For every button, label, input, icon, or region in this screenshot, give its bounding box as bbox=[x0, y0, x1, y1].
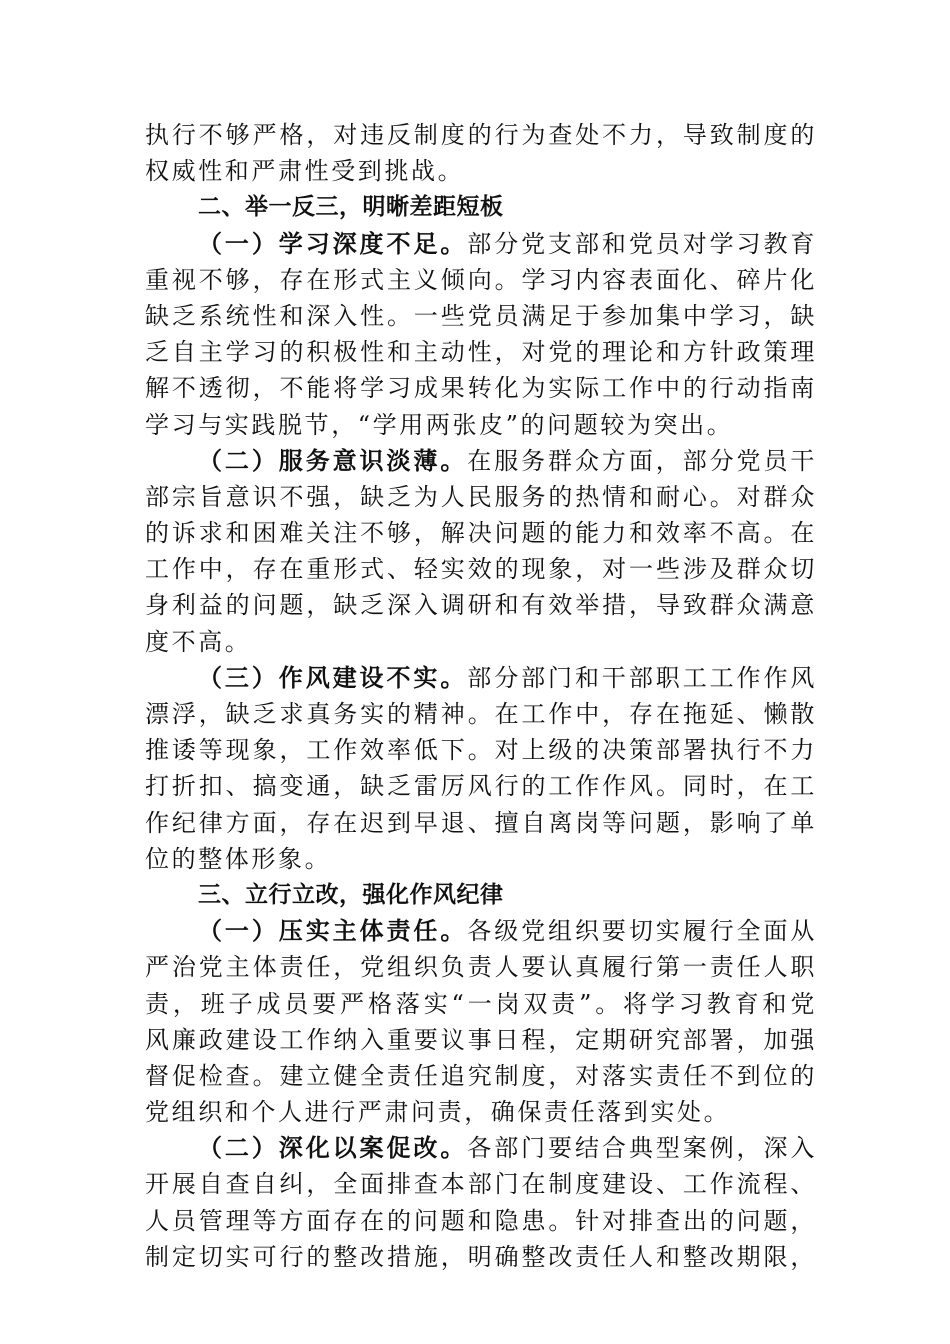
text-line: 打折扣、搞变通，缺乏雷厉风行的工作作风。同时，在工 bbox=[145, 772, 817, 801]
text-line: 度不高。 bbox=[145, 627, 252, 656]
paragraph-lead: （一）压实主体责任。 bbox=[198, 916, 468, 946]
text-line: 严治党主体责任，党组织负责人要认真履行第一责任人职 bbox=[145, 953, 817, 982]
paragraph-start bbox=[145, 443, 817, 479]
text-line: 风廉政建设工作纳入重要议事日程，定期研究部署，加强 bbox=[145, 1025, 817, 1054]
paragraph-text: 在服务群众方面，部分党员干 bbox=[467, 446, 818, 475]
paragraph-lead: （二）服务意识淡薄。 bbox=[198, 445, 468, 475]
section-heading: 三、立行立改，强化作风纪律 bbox=[198, 881, 504, 908]
text-line: 推诿等现象，工作效率低下。对上级的决策部署执行不力 bbox=[145, 736, 817, 765]
paragraph-start bbox=[145, 913, 817, 949]
paragraph-start bbox=[145, 226, 817, 262]
text-line: 执行不够严格，对违反制度的行为查处不力，导致制度的 bbox=[145, 121, 817, 149]
text-line: 人员管理等方面存在的问题和隐患。针对排查出的问题， bbox=[145, 1206, 817, 1235]
paragraph-text: 各部门要结合典型案例，深入 bbox=[467, 1134, 818, 1163]
text-line: 工作中，存在重形式、轻实效的现象，对一些涉及群众切 bbox=[145, 555, 817, 584]
text-line: 开展自查自纠，全面排查本部门在制度建设、工作流程、 bbox=[145, 1170, 817, 1199]
document-page bbox=[145, 117, 817, 1275]
paragraph-lead: （一）学习深度不足。 bbox=[198, 228, 468, 258]
text-line: 责，班子成员要严格落实“一岗双责”。将学习教育和党 bbox=[145, 989, 817, 1018]
text-line: 督促检查。建立健全责任追究制度，对落实责任不到位的 bbox=[145, 1061, 817, 1090]
text-line: 缺乏系统性和深入性。一些党员满足于参加集中学习，缺 bbox=[145, 301, 817, 330]
text-line: 解不透彻，不能将学习成果转化为实际工作中的行动指南 bbox=[145, 374, 817, 403]
paragraph-lead: （二）深化以案促改。 bbox=[198, 1133, 468, 1163]
text-line: 制定切实可行的整改措施，明确整改责任人和整改期限， bbox=[145, 1242, 817, 1271]
section-heading: 二、举一反三，明晰差距短板 bbox=[198, 194, 504, 221]
text-line: 作纪律方面，存在迟到早退、擅自离岗等问题，影响了单 bbox=[145, 808, 817, 837]
text-line: 乏自主学习的积极性和主动性，对党的理论和方针政策理 bbox=[145, 338, 817, 367]
text-line: 漂浮，缺乏求真务实的精神。在工作中，存在拖延、懒散 bbox=[145, 700, 817, 728]
paragraph-text: 各级党组织要切实履行全面从 bbox=[467, 917, 818, 946]
text-line: 权威性和严肃性受到挑战。 bbox=[145, 157, 465, 186]
paragraph-text: 部分党支部和党员对学习教育 bbox=[467, 229, 818, 258]
text-line: 重视不够，存在形式主义倾向。学习内容表面化、碎片化 bbox=[145, 265, 817, 294]
paragraph-start bbox=[145, 1130, 817, 1166]
paragraph-text: 部分部门和干部职工工作作风 bbox=[467, 663, 818, 692]
text-line: 党组织和个人进行严肃问责，确保责任落到实处。 bbox=[145, 1098, 731, 1127]
text-line: 位的整体形象。 bbox=[145, 844, 332, 873]
text-line: 的诉求和困难关注不够，解决问题的能力和效率不高。在 bbox=[145, 519, 817, 548]
text-line: 身利益的问题，缺乏深入调研和有效举措，导致群众满意 bbox=[145, 591, 817, 620]
text-line: 部宗旨意识不强，缺乏为人民服务的热情和耐心。对群众 bbox=[145, 482, 817, 511]
paragraph-start bbox=[145, 660, 817, 696]
text-line: 学习与实践脱节，“学用两张皮”的问题较为突出。 bbox=[145, 410, 734, 439]
paragraph-lead: （三）作风建设不实。 bbox=[198, 662, 468, 692]
